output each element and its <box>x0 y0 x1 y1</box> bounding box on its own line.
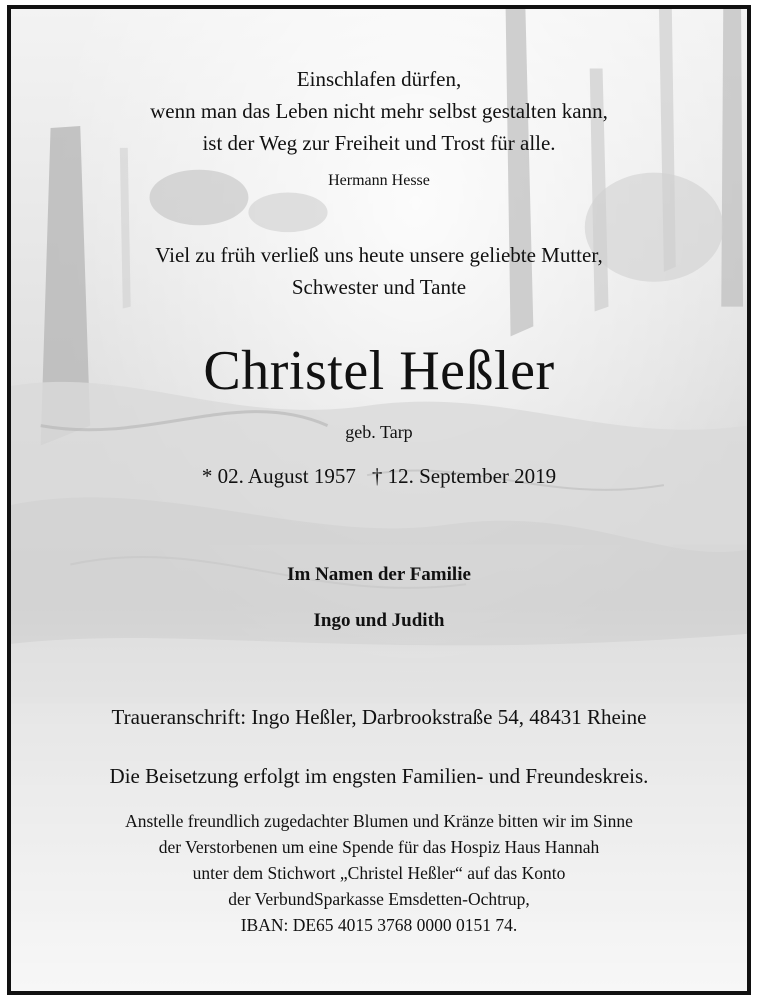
family-heading: Im Namen der Familie <box>287 564 471 585</box>
poem-author: Hermann Hesse <box>328 172 430 189</box>
mourning-address: Traueranschrift: Ingo Heßler, Darbrookstraße 54, 48431 Rheine <box>111 705 647 729</box>
donation-iban: IBAN: DE65 4015 3768 0000 0151 74. <box>240 915 518 935</box>
intro-line: Schwester und Tante <box>291 275 467 299</box>
poem-line: wenn man das Leben nicht mehr selbst gestalten kann, <box>150 99 608 123</box>
notice-text <box>11 9 747 991</box>
poem-line: Einschlafen dürfen, <box>296 67 462 91</box>
donation-line: unter dem Stichwort „Christel Heßler“ auf das Konto <box>192 863 566 883</box>
birth-date: * 02. August 1957 <box>201 464 356 488</box>
poem-line: ist der Weg zur Freiheit und Trost für alle. <box>202 131 556 155</box>
obituary-notice <box>7 5 751 995</box>
birth-name: geb. Tarp <box>345 422 413 442</box>
donation-line: Anstelle freundlich zugedachter Blumen und Kränze bitten wir im Sinne <box>125 811 633 831</box>
life-dates <box>11 464 747 489</box>
donation-line: der VerbundSparkasse Emsdetten-Ochtrup, <box>228 889 530 909</box>
death-date: † 12. September 2019 <box>371 464 557 488</box>
deceased-name: Christel Heßler <box>203 340 555 402</box>
intro-line: Viel zu früh verließ uns heute unsere geliebte Mutter, <box>155 243 603 267</box>
donation-line: der Verstorbenen um eine Spende für das Hospiz Haus Hannah <box>158 837 600 857</box>
family-names: Ingo und Judith <box>313 610 445 631</box>
funeral-info: Die Beisetzung erfolgt im engsten Familien- und Freundeskreis. <box>109 764 649 788</box>
